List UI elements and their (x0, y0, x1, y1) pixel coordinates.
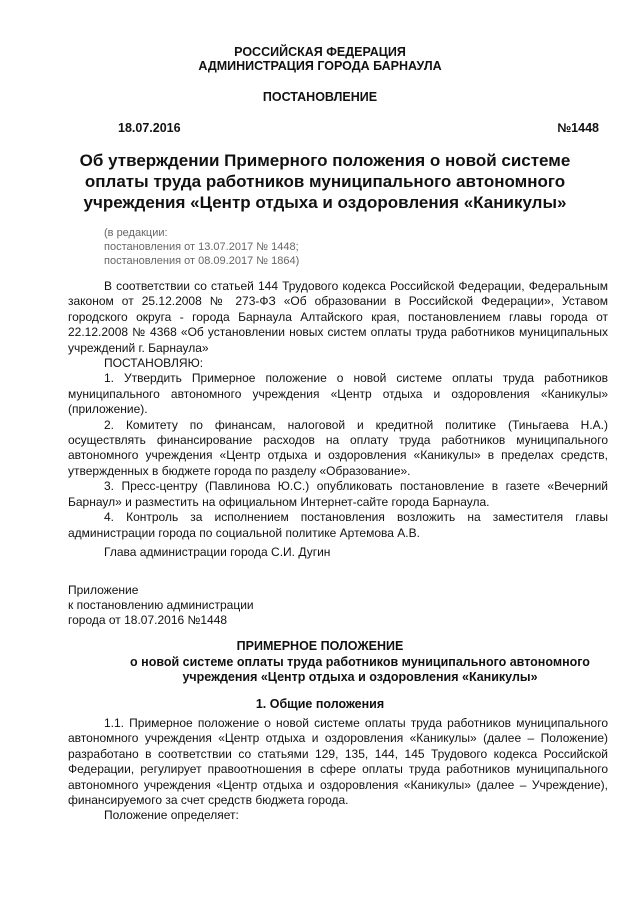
provision-defines: Положение определяет: (104, 808, 239, 823)
provision-subtitle: о новой системе оплаты труда работников муниципального автономного учреждения «Центр отдыха и оздоровления «Каникулы» (130, 655, 590, 684)
item-1: 1. Утвердить Примерное положение о новой системе оплаты труда работников муниципального автономного учреждения «Центр отдыха и оздоровления «Каникулы» (приложение). (68, 371, 608, 417)
revision-line-2: постановления от 08.09.2017 № 1864) (104, 255, 300, 267)
item-4: 4. Контроль за исполнением постановления возложить на заместителя главы администрации города по социальной политике Артемова А.В. (68, 510, 608, 540)
provision-title: ПРИМЕРНОЕ ПОЛОЖЕНИЕ (236, 639, 404, 653)
doc-number: №1448 (557, 121, 599, 135)
provision-body (68, 716, 608, 824)
para-1-1: 1.1. Примерное положение о новой системе оплаты труда работников муниципального автономного учреждения «Центр отдыха и оздоровления «Каникулы» (далее – Положение) разработано в соответствии со статьями 129, 135, 144, 145 Трудового кодекса Российской Федерации, регулирует правоотношения в сфере оплаты труда работников муниципального автономного учреждения «Центр отдыха и оздоровления «Каникулы» (далее – Учреждение), финансируемого за счет средств бюджета города. (68, 716, 608, 808)
header-country: РОССИЙСКАЯ ФЕДЕРАЦИЯ (234, 45, 406, 59)
doc-date: 18.07.2016 (118, 121, 181, 135)
resolution-body (68, 279, 608, 541)
revision-line-1: постановления от 13.07.2017 № 1448; (104, 241, 299, 253)
section-heading: 1. Общие положения (255, 697, 385, 711)
preamble: В соответствии со статьей 144 Трудового кодекса Российской Федерации, Федеральным законом от 25.12.2008 № 273-ФЗ «Об образовании в Российской Федерации», Уставом городского округа - города Барнаула Алтайского края, постановлением главы города от 22.12.2008 № 4368 «Об установлении новых систем оплаты труда работников муниципальных учреждений г. Барнаула» (68, 279, 608, 355)
doc-title: Об утверждении Примерного положения о новой системе оплаты труда работников муниципального автономного учреждения «Центр отдыха и оздоровления «Каникулы» (79, 151, 571, 212)
revision-block (104, 226, 504, 268)
item-2: 2. Комитету по финансам, налоговой и кредитной политике (Тиньгаева Н.А.) осуществлять финансирование расходов на оплату труда работников муниципального автономного учреждения «Центр отдыха и оздоровления «Каникулы» в пределах средств, утвержденных в бюджете города по разделу «Образование». (68, 417, 608, 478)
revision-open: (в редакции: (104, 227, 168, 239)
appendix-line-1: Приложение (68, 583, 139, 597)
doc-type: ПОСТАНОВЛЕНИЕ (262, 90, 378, 104)
resolve-word: ПОСТАНОВЛЯЮ: (104, 356, 204, 371)
signature: Глава администрации города С.И. Дугин (104, 545, 331, 559)
header-authority: АДМИНИСТРАЦИЯ ГОРОДА БАРНАУЛА (198, 59, 442, 73)
appendix-line-2: к постановлению администрации (68, 598, 254, 612)
appendix-reference (68, 583, 368, 628)
appendix-line-3: города от 18.07.2016 №1448 (68, 613, 228, 627)
item-3: 3. Пресс-центру (Павлинова Ю.С.) опубликовать постановление в газете «Вечерний Барнаул» и разместить на официальном Интернет-сайте города Барнаула. (68, 479, 608, 509)
